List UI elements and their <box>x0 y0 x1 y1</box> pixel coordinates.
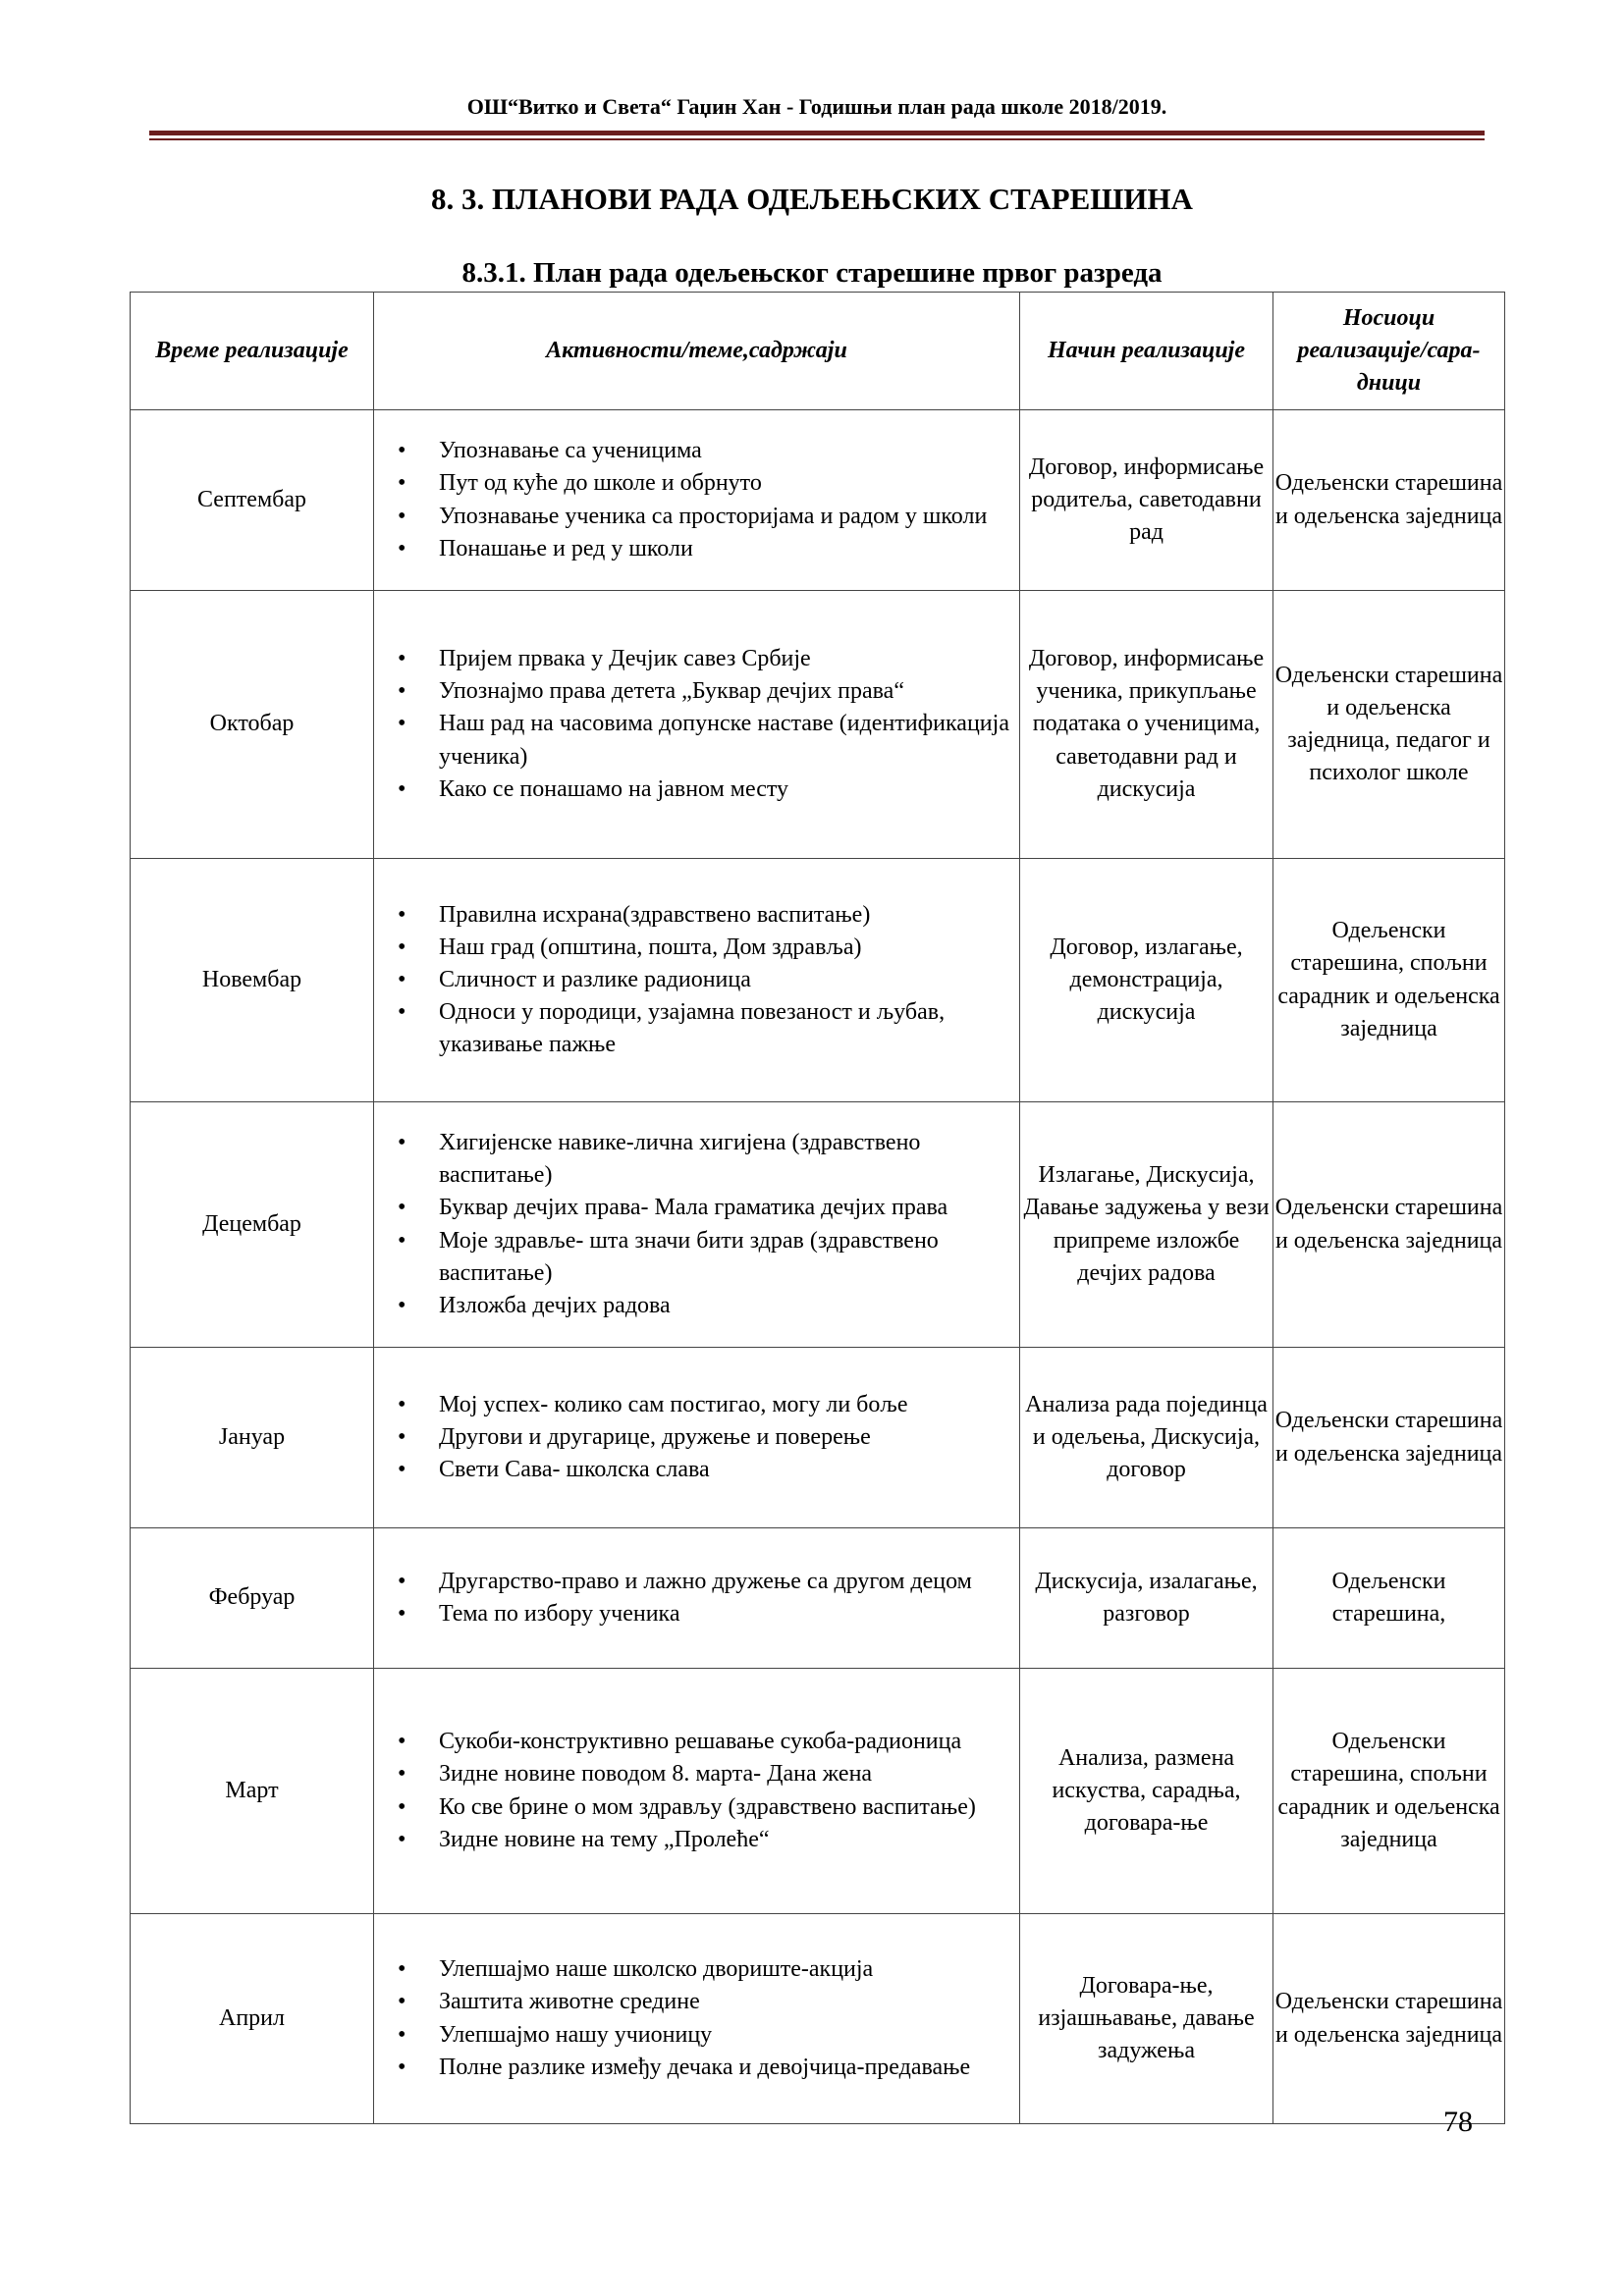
activity-item: • Другарство-право и лажно дружење са другом децом <box>439 1566 1011 1598</box>
activity-item: • Упознавање ученика са просторијама и радом у школи <box>439 501 1011 533</box>
table-row <box>131 1914 1505 2124</box>
table-row <box>131 591 1505 859</box>
activity-item: • Заштита животне средине <box>439 1986 1011 2018</box>
activity-item: • Како се понашамо на јавном месту <box>439 774 1011 806</box>
page-number: 78 <box>1443 2106 1473 2138</box>
activities-list <box>374 1121 1019 1328</box>
activities-cell <box>374 859 1020 1102</box>
activity-item: • Свети Сава- школска слава <box>439 1454 1011 1486</box>
activity-item: • Упознајмо права детета „Буквар дечјих права“ <box>439 675 1011 708</box>
activities-list <box>374 429 1019 570</box>
activity-item: • Изложба дечјих радова <box>439 1290 1011 1322</box>
activity-item: • Упознавање са ученицима <box>439 435 1011 467</box>
activity-item: • Понашање и ред у школи <box>439 533 1011 565</box>
running-header: ОШ“Витко и Света“ Гаџин Хан - Годишњи план рада школе 2018/2019. <box>466 94 1167 119</box>
header-rule-thin <box>149 138 1485 140</box>
method-cell: Договор, излагање, демонстрација, дискусија <box>1020 859 1273 1102</box>
method-cell: Излагање, Дискусија, Давање задужења у вези припреме изложбе дечјих радова <box>1020 1102 1273 1348</box>
activity-item: • Наш рад на часовима допунске наставе (идентификација ученика) <box>439 708 1011 773</box>
activity-item: • Тема по избору ученика <box>439 1598 1011 1630</box>
header-carriers: Носиоци реализације/сара-дници <box>1273 293 1505 410</box>
carriers-cell: Одељенски старешина и одељенска заједница, педагог и психолог школе <box>1273 591 1505 859</box>
carriers-cell: Одељенски старешина и одељенска заједница <box>1273 1102 1505 1348</box>
month-cell: Април <box>131 1914 374 2124</box>
table-row <box>131 1348 1505 1528</box>
month-cell: Септембар <box>131 410 374 591</box>
activity-item: • Ко све брине о мом здрављу (здравствено васпитање) <box>439 1791 1011 1824</box>
activity-item: • Другови и другарице, дружење и поверење <box>439 1421 1011 1454</box>
header-time: Време реализације <box>131 293 374 410</box>
carriers-cell: Одељенски старешина, спољни сарадник и одељенска заједница <box>1273 859 1505 1102</box>
activities-cell <box>374 410 1020 591</box>
activity-item: • Правилна исхрана(здравствено васпитање) <box>439 899 1011 932</box>
activities-list <box>374 637 1019 812</box>
activities-list <box>374 893 1019 1068</box>
table-row <box>131 1528 1505 1669</box>
activities-list <box>374 1383 1019 1492</box>
activity-item: • Наш град (општина, пошта, Дом здравља) <box>439 932 1011 964</box>
month-cell: Фебруар <box>131 1528 374 1669</box>
month-cell: Јануар <box>131 1348 374 1528</box>
carriers-cell: Одељенски старешина, спољни сарадник и одељенска заједница <box>1273 1669 1505 1914</box>
method-cell: Анализа рада појединца и одељења, Дискусија, договор <box>1020 1348 1273 1528</box>
activity-item: • Мој успех- колико сам постигао, могу ли боље <box>439 1389 1011 1421</box>
method-cell: Дискусија, изалагање, разговор <box>1020 1528 1273 1669</box>
table-row <box>131 410 1505 591</box>
activities-cell <box>374 1348 1020 1528</box>
method-cell: Договара-ње, изјашњавање, давање задужења <box>1020 1914 1273 2124</box>
activity-item: • Зидне новине на тему „Пролеће“ <box>439 1824 1011 1856</box>
activities-cell <box>374 1528 1020 1669</box>
activity-item: • Улепшајмо наше школско двориште-акција <box>439 1953 1011 1986</box>
carriers-cell: Одељенски старешина, <box>1273 1528 1505 1669</box>
activity-item: • Односи у породици, узајамна повезаност и љубав, указивање пажње <box>439 996 1011 1061</box>
activity-item: • Хигијенске навике-лична хигијена (здравствено васпитање) <box>439 1127 1011 1192</box>
header-method: Начин реализације <box>1020 293 1273 410</box>
activities-list <box>374 1948 1019 2089</box>
activities-list <box>374 1720 1019 1861</box>
table-header-row <box>131 293 1505 410</box>
activities-cell <box>374 1914 1020 2124</box>
month-cell: Март <box>131 1669 374 1914</box>
carriers-cell: Одељенски старешина и одељенска заједница <box>1273 1348 1505 1528</box>
header-rule-thick <box>149 131 1485 135</box>
month-cell: Октобар <box>131 591 374 859</box>
carriers-cell: Одељенски старешина и одељенска заједница <box>1273 410 1505 591</box>
activities-list <box>374 1560 1019 1636</box>
activity-item: • Улепшајмо нашу учионицу <box>439 2019 1011 2052</box>
table-row <box>131 859 1505 1102</box>
subsection-title: 8.3.1. План рада одељењског старешине првог разреда <box>461 257 1163 289</box>
month-cell: Децембар <box>131 1102 374 1348</box>
activities-cell <box>374 1669 1020 1914</box>
activity-item: • Буквар дечјих права- Мала граматика дечјих права <box>439 1192 1011 1224</box>
method-cell: Анализа, размена искуства, сарадња, договара-ње <box>1020 1669 1273 1914</box>
plan-table <box>130 292 1505 2124</box>
month-cell: Новембар <box>131 859 374 1102</box>
method-cell: Договор, информисање ученика, прикупљање података о ученицима, саветодавни рад и дискусија <box>1020 591 1273 859</box>
activity-item: • Зидне новине поводом 8. марта- Дана жена <box>439 1758 1011 1790</box>
activity-item: • Пријем првака у Дечјик савез Србије <box>439 643 1011 675</box>
activity-item: • Сличност и разлике радионица <box>439 964 1011 996</box>
section-title: 8. 3. ПЛАНОВИ РАДА ОДЕЉЕЊСКИХ СТАРЕШИНА <box>431 182 1193 216</box>
activities-cell <box>374 591 1020 859</box>
activity-item: • Моје здравље- шта значи бити здрав (здравствено васпитање) <box>439 1225 1011 1290</box>
activity-item: • Сукоби-конструктивно решавање сукоба-радионица <box>439 1726 1011 1758</box>
activities-cell <box>374 1102 1020 1348</box>
table-row <box>131 1102 1505 1348</box>
header-activities: Активности/теме,садржаји <box>374 293 1020 410</box>
table-body <box>131 410 1505 2124</box>
table-row <box>131 1669 1505 1914</box>
carriers-cell: Одељенски старешина и одељенска заједница <box>1273 1914 1505 2124</box>
activity-item: • Пут од куће до школе и обрнуто <box>439 467 1011 500</box>
method-cell: Договор, информисање родитеља, саветодавни рад <box>1020 410 1273 591</box>
activity-item: • Полне разлике између дечака и девојчица-предавање <box>439 2052 1011 2084</box>
